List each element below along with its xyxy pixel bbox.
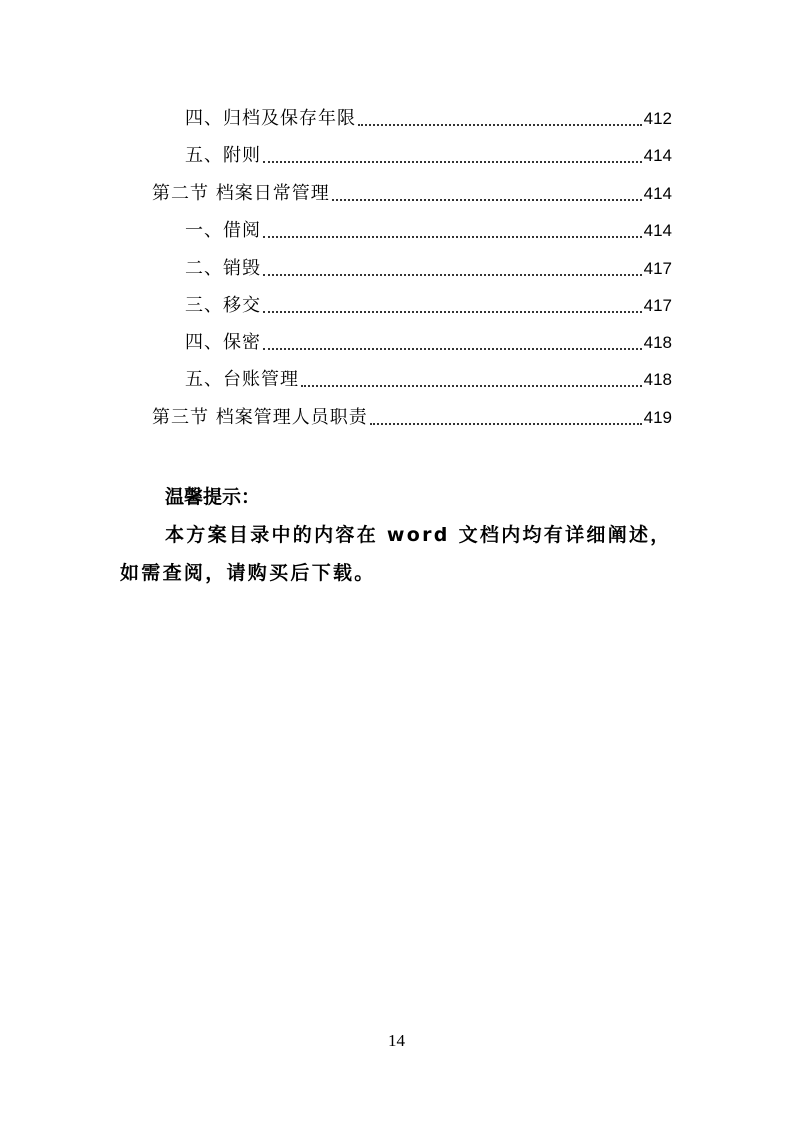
toc-entry-label: 第三节 档案管理人员职责 (152, 407, 368, 428)
toc-entry[interactable] (185, 142, 672, 170)
toc-entry-label: 第二节 档案日常管理 (152, 183, 330, 204)
toc-entry[interactable] (185, 366, 672, 394)
toc-dot-leader (263, 151, 642, 163)
toc-entry-page: 418 (643, 333, 672, 352)
toc-entry[interactable] (185, 292, 672, 320)
toc-entry-page: 417 (643, 296, 672, 315)
notice-title: 温馨提示： (165, 486, 261, 508)
toc-entry[interactable] (152, 180, 672, 208)
toc-entry-page: 412 (643, 109, 672, 128)
toc-entry-label: 五、台账管理 (185, 369, 299, 390)
toc-entry-page: 417 (643, 259, 672, 278)
toc-dot-leader (263, 301, 642, 313)
toc-entry-label: 一、借阅 (185, 220, 261, 241)
toc-dot-leader (370, 413, 642, 425)
toc-entry-label: 五、附则 (185, 145, 261, 166)
toc-entry-label: 四、归档及保存年限 (185, 108, 356, 129)
notice-section (120, 478, 680, 592)
toc-entry[interactable] (185, 255, 672, 283)
toc-dot-leader (263, 264, 642, 276)
toc-entry-page: 414 (643, 146, 672, 165)
toc-entry-page: 419 (643, 408, 672, 427)
toc-entry[interactable] (152, 404, 672, 432)
toc-dot-leader (332, 189, 642, 201)
toc-dot-leader (263, 338, 642, 350)
toc-dot-leader (358, 114, 642, 126)
notice-body: 本方案目录中的内容在 word 文档内均有详细阐述，如需查阅，请购买后下载。 (120, 524, 672, 584)
toc-entry-label: 三、移交 (185, 295, 261, 316)
toc-entry-label: 二、销毁 (185, 258, 261, 279)
toc-dot-leader (263, 226, 642, 238)
toc-entry-page: 414 (643, 184, 672, 203)
toc-entry-page: 418 (643, 370, 672, 389)
toc-entry-page: 414 (643, 221, 672, 240)
toc-entry[interactable] (185, 217, 672, 245)
toc-entry[interactable] (185, 329, 672, 357)
page-number: 14 (388, 1031, 405, 1050)
toc-entry[interactable] (185, 105, 672, 133)
toc-dot-leader (301, 375, 642, 387)
toc-entry-label: 四、保密 (185, 332, 261, 353)
